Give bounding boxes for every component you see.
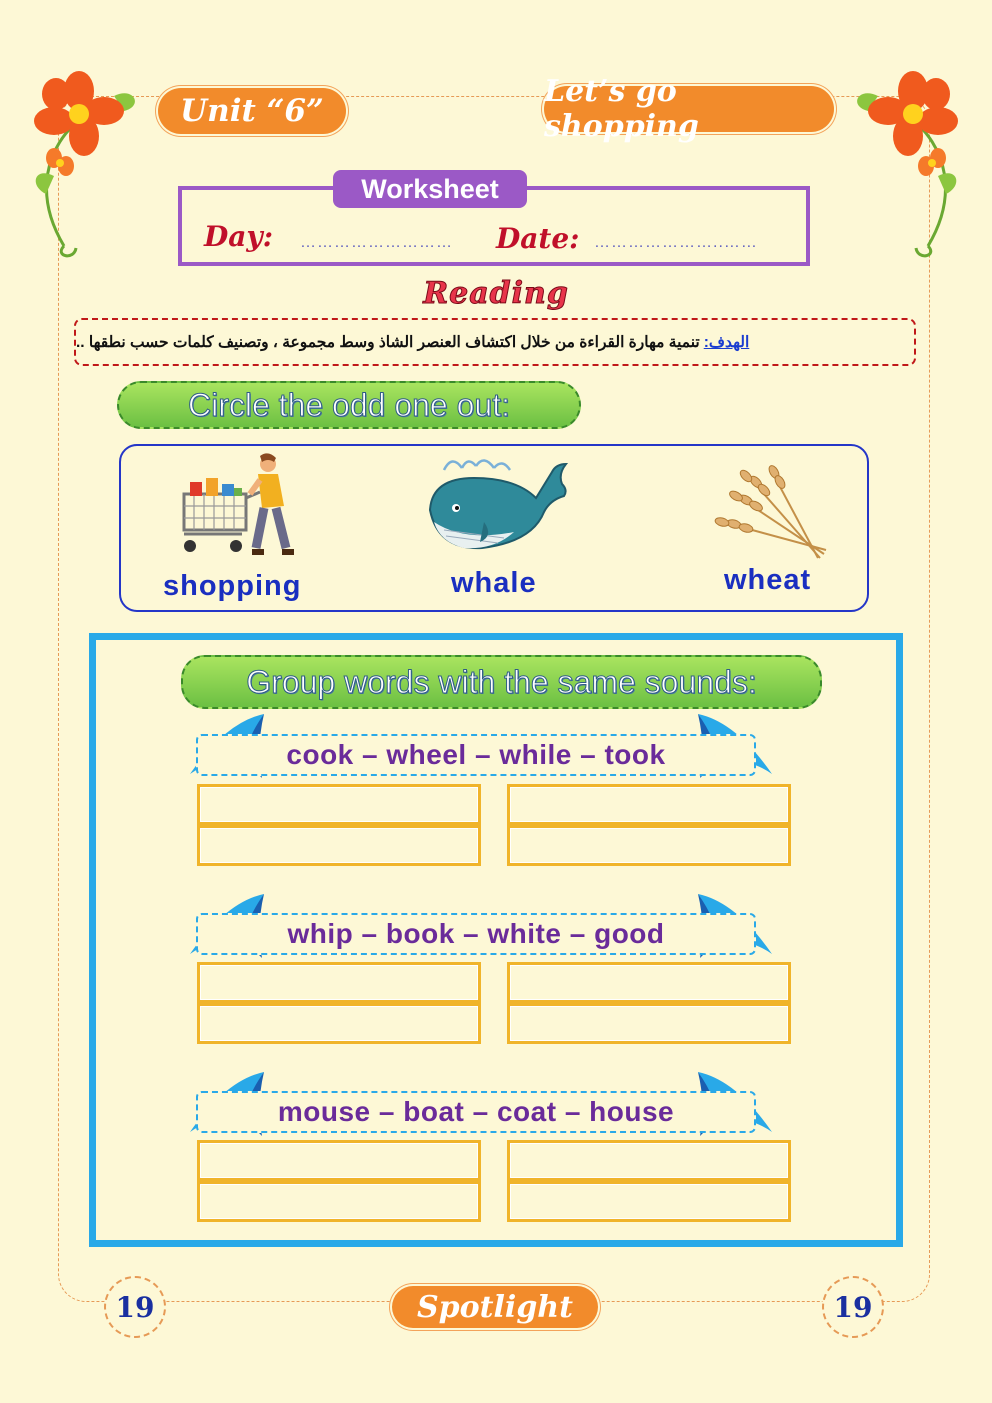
answer-box[interactable] <box>507 962 791 1003</box>
odd-word-whale[interactable]: whale <box>451 567 537 599</box>
brand-label: Spotlight <box>392 1286 598 1328</box>
answer-box[interactable] <box>507 825 791 866</box>
grouping-instruction: Group words with the same sounds: <box>181 655 822 709</box>
date-field[interactable]: …………………..…… <box>594 234 758 251</box>
answer-box[interactable] <box>197 1003 481 1044</box>
goal-text: تنمية مهارة القراءة من خلال اكتشاف العنصر الشاذ وسط مجموعة ، وتصنيف كلمات حسب نطقها .. <box>76 333 700 351</box>
answer-box[interactable] <box>507 784 791 825</box>
answer-box[interactable] <box>507 1181 791 1222</box>
shopping-cart-icon[interactable] <box>176 452 306 562</box>
word-group-banner: whip – book – white – good <box>196 913 756 955</box>
day-label: Day: <box>204 220 274 253</box>
odd-word-wheat[interactable]: wheat <box>724 564 812 596</box>
page-number-right: 19 <box>822 1276 884 1338</box>
flower-right-icon <box>848 66 968 266</box>
unit-label: Unit “6” <box>158 88 346 134</box>
odd-one-out-instruction: Circle the odd one out: <box>117 381 581 429</box>
odd-word-shopping[interactable]: shopping <box>163 570 302 602</box>
word-group-banner: mouse – boat – coat – house <box>196 1091 756 1133</box>
day-field[interactable]: ……………………… <box>300 234 453 251</box>
answer-box[interactable] <box>197 784 481 825</box>
goal-box <box>74 318 916 366</box>
answer-box[interactable] <box>197 1140 481 1181</box>
flower-left-icon <box>24 66 144 266</box>
answer-box[interactable] <box>507 1140 791 1181</box>
answer-box[interactable] <box>197 825 481 866</box>
section-title: Reading <box>423 276 569 311</box>
answer-box[interactable] <box>197 1181 481 1222</box>
worksheet-tab: Worksheet <box>333 170 527 208</box>
whale-icon[interactable] <box>424 450 574 554</box>
wheat-icon[interactable] <box>700 458 834 562</box>
lesson-title: Let’s go shopping <box>544 86 834 132</box>
word-group-banner: cook – wheel – while – took <box>196 734 756 776</box>
answer-box[interactable] <box>197 962 481 1003</box>
goal-label: الهدف: <box>703 333 750 351</box>
page-number-left: 19 <box>104 1276 166 1338</box>
answer-box[interactable] <box>507 1003 791 1044</box>
date-label: Date: <box>496 222 580 255</box>
